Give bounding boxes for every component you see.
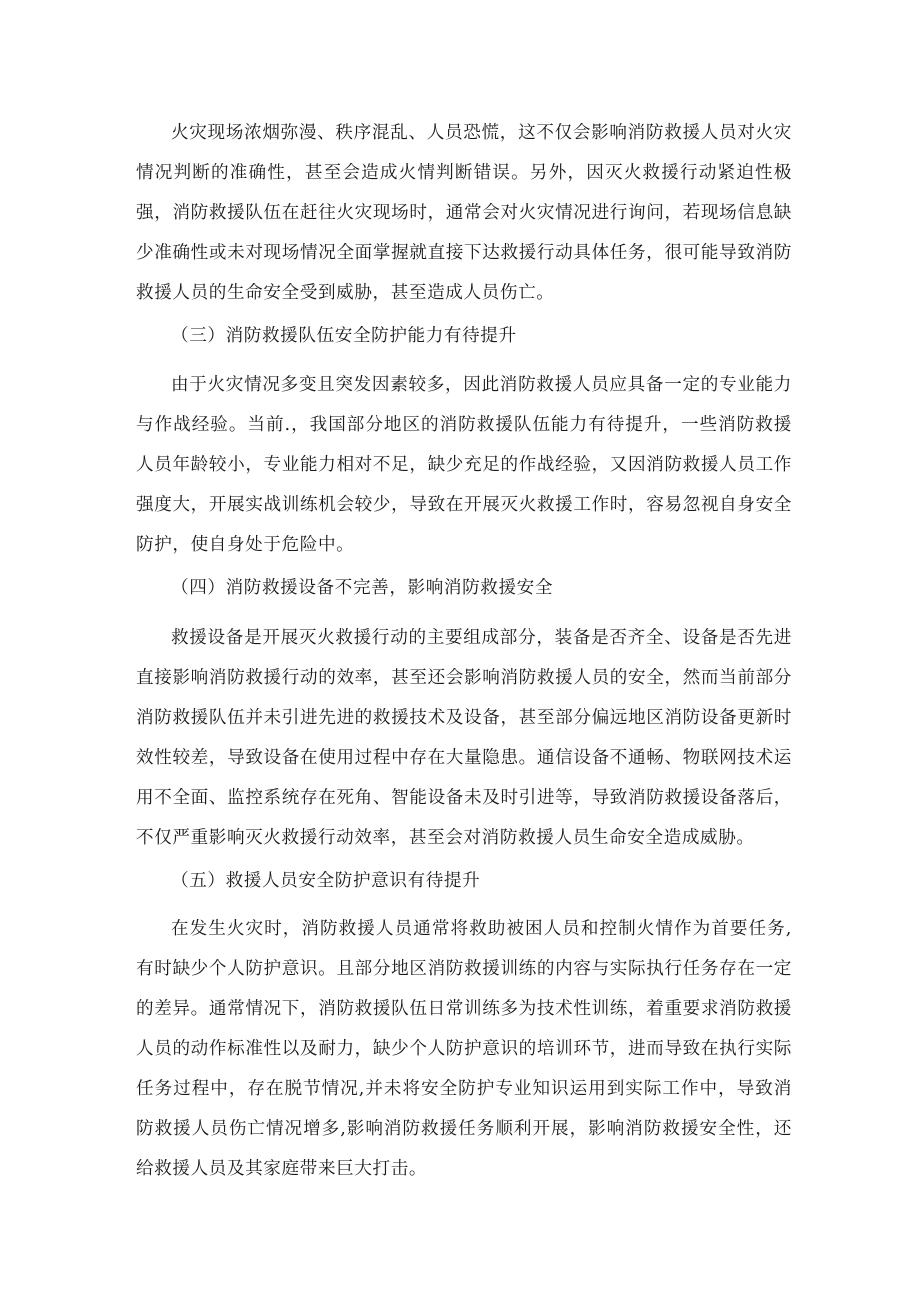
- body-paragraph-awareness: 在发生火灾时，消防救援人员通常将救助被困人员和控制火情作为首要任务,有时缺少个人防护意识。且部分地区消防救援训练的内容与实际执行任务存在一定的差异。通常情况下，消防救援队伍日常训练多为技术性训练，着重要求消防救援人员的动作标准性以及耐力，缺少个人防护意识的培训环节，进而导致在执行实际任务过程中，存在脱节情况,并未将安全防护专业知识运用到实际工作中，导致消防救援人员伤亡情况增多,影响消防救援任务顺利开展，影响消防救援安全性，还给救援人员及其家庭带来巨大打击。: [136, 919, 792, 1179]
- body-paragraph-equipment: 救援设备是开展灭火救援行动的主要组成部分，装备是否齐全、设备是否先进直接影响消防救援行动的效率，甚至还会影响消防救援人员的安全，然而当前部分消防救援队伍并未引进先进的救援技术及设备，甚至部分偏远地区消防设备更新时效性较差，导致设备在使用过程中存在大量隐患。通信设备不通畅、物联网技术运用不全面、监控系统存在死角、智能设备未及时引进等，导致消防救援设备落后，不仅严重影响灭火救援行动效率，甚至会对消防救援人员生命安全造成威胁。: [136, 628, 792, 848]
- section-heading-5: （五）救援人员安全防护意识有待提升: [171, 871, 481, 891]
- body-paragraph-team-capability: 由于火灾情况多变且突发因素较多，因此消防救援人员应具备一定的专业能力与作战经验。当前.，我国部分地区的消防救援队伍能力有待提升，一些消防救援人员年龄较小，专业能力相对不足，缺少充足的作战经验，又因消防救援人员工作强度大，开展实战训练机会较少，导致在开展灭火救援工作时，容易忽视自身安全防护，使自身处于危险中。: [136, 375, 792, 555]
- body-paragraph-scene-chaos: 火灾现场浓烟弥漫、秩序混乱、人员恐慌，这不仅会影响消防救援人员对火灾情况判断的准确性，甚至会造成火情判断错误。另外，因灭火救援行动紧迫性极强，消防救援队伍在赶往火灾现场时，通常会对火灾情况进行询问，若现场信息缺少准确性或未对现场情况全面掌握就直接下达救援行动具体任务，很可能导致消防救援人员的生命安全受到威胁，甚至造成人员伤亡。: [136, 123, 792, 303]
- section-heading-3: （三）消防救援队伍安全防护能力有待提升: [171, 326, 517, 346]
- section-heading-4: （四）消防救援设备不完善，影响消防救援安全: [171, 578, 554, 598]
